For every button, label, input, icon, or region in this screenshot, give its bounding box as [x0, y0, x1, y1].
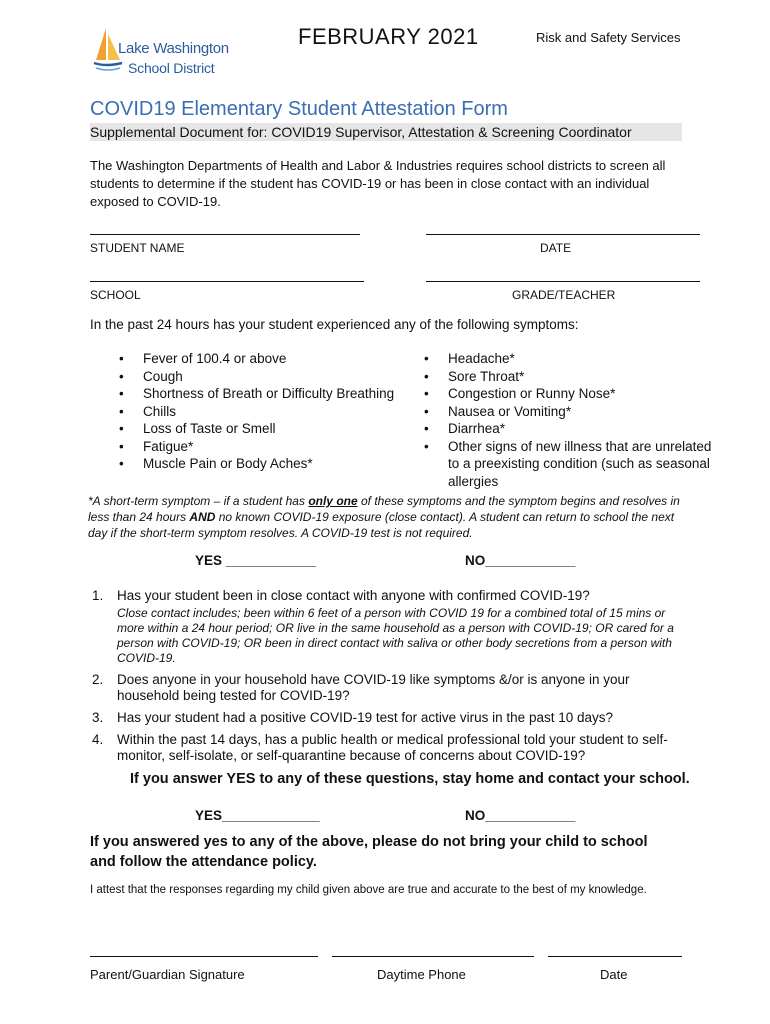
list-item: • Other signs of new illness that are unrelated to a preexisting condition (such as seasonal allergies — [424, 438, 714, 491]
question-3: 3. Has your student had a positive COVID-19 test for active virus in the past 10 days? — [92, 710, 613, 725]
student-name-label: STUDENT NAME — [90, 241, 185, 255]
symptoms-question: In the past 24 hours has your student experienced any of the following symptoms: — [90, 317, 579, 332]
questions-list — [92, 588, 682, 770]
date-line[interactable] — [426, 234, 700, 235]
list-item: • Loss of Taste or Smell — [119, 420, 409, 438]
list-item: • Cough — [119, 368, 409, 386]
no-answer-2[interactable]: NO____________ — [465, 808, 576, 823]
list-item: • Chills — [119, 403, 409, 421]
department-name: Risk and Safety Services — [536, 30, 681, 45]
stay-home-instruction: If you answer YES to any of these questions, stay home and contact your school. — [130, 771, 690, 787]
list-item: • Fever of 100.4 or above — [119, 350, 409, 368]
list-item: • Congestion or Runny Nose* — [424, 385, 714, 403]
school-line[interactable] — [90, 281, 364, 282]
symptoms-list-right — [424, 350, 714, 490]
daytime-phone-label: Daytime Phone — [377, 967, 466, 982]
list-item: • Diarrhea* — [424, 420, 714, 438]
intro-paragraph: The Washington Departments of Health and Labor & Industries requires school districts to screen all students to determine if the student has COVID-19 or has been in close contact with an individual exposed to COVID-19. — [90, 158, 666, 209]
form-subtitle: Supplemental Document for: COVID19 Supervisor, Attestation & Screening Coordinator — [90, 123, 682, 141]
short-term-symptom-note: *A short-term symptom – if a student has only one of these symptoms and the symptom begins and resolves in less than 24 hours AND no known COVID-19 exposure (close contact). A student can return to school the next day if the short-term symptom resolves. A COVID-19 test is not required. — [88, 494, 680, 540]
student-name-line[interactable] — [90, 234, 360, 235]
signature-date-line[interactable] — [548, 956, 682, 957]
signature-date-label: Date — [600, 967, 628, 982]
close-contact-definition: Close contact includes; been within 6 feet of a person with COVID 19 for a combined total of 15 mins or more within a 24 hour period; OR live in the same household as a person with COVID-19; OR cared for a person with COVID-19; OR been in direct contact with saliva or other body secretions from a person with COVID-19. — [117, 606, 674, 665]
grade-teacher-label: GRADE/TEACHER — [512, 288, 616, 302]
daytime-phone-line[interactable] — [332, 956, 534, 957]
attendance-policy-note: If you answered yes to any of the above, please do not bring your child to school and follow the attendance policy. — [90, 834, 648, 870]
attestation-statement: I attest that the responses regarding my child given above are true and accurate to the best of my knowledge. — [90, 884, 647, 896]
logo-name-line1: Lake Washington — [118, 40, 229, 57]
school-label: SCHOOL — [90, 288, 141, 302]
logo-name-line2: School District — [128, 60, 215, 76]
question-2: 2. Does anyone in your household have COVID-19 like symptoms &/or is anyone in your household being tested for COVID-19? — [92, 672, 630, 703]
document-month: FEBRUARY 2021 — [298, 24, 479, 49]
question-1: 1. Has your student been in close contact with anyone with confirmed COVID-19? Close contact includes; been within 6 feet of a person with COVID 19 for a combined total of 15 mins or more within a 24 hour period; OR live in the same household as a person with COVID-19; OR cared for a person with COVID-19; OR been in direct contact with saliva or other body secretions from a person with COVID-19. — [92, 588, 682, 666]
parent-signature-line[interactable] — [90, 956, 318, 957]
question-4: 4. Within the past 14 days, has a public health or medical professional told your student to self-monitor, self-isolate, or self-quarantine because of concerns about COVID-19? — [92, 732, 668, 763]
list-item: • Fatigue* — [119, 438, 409, 456]
parent-signature-label: Parent/Guardian Signature — [90, 967, 245, 982]
date-label: DATE — [540, 241, 572, 255]
list-item: • Nausea or Vomiting* — [424, 403, 714, 421]
form-title: COVID19 Elementary Student Attestation Form — [90, 98, 508, 120]
no-answer-1[interactable]: NO____________ — [465, 553, 576, 568]
list-item: • Sore Throat* — [424, 368, 714, 386]
list-item: • Headache* — [424, 350, 714, 368]
grade-teacher-line[interactable] — [426, 281, 700, 282]
yes-answer-2[interactable]: YES_____________ — [195, 808, 320, 823]
symptoms-list-left — [119, 350, 409, 473]
list-item: • Muscle Pain or Body Aches* — [119, 455, 409, 473]
yes-answer-1[interactable]: YES ____________ — [195, 553, 316, 568]
list-item: • Shortness of Breath or Difficulty Breathing — [119, 385, 409, 403]
